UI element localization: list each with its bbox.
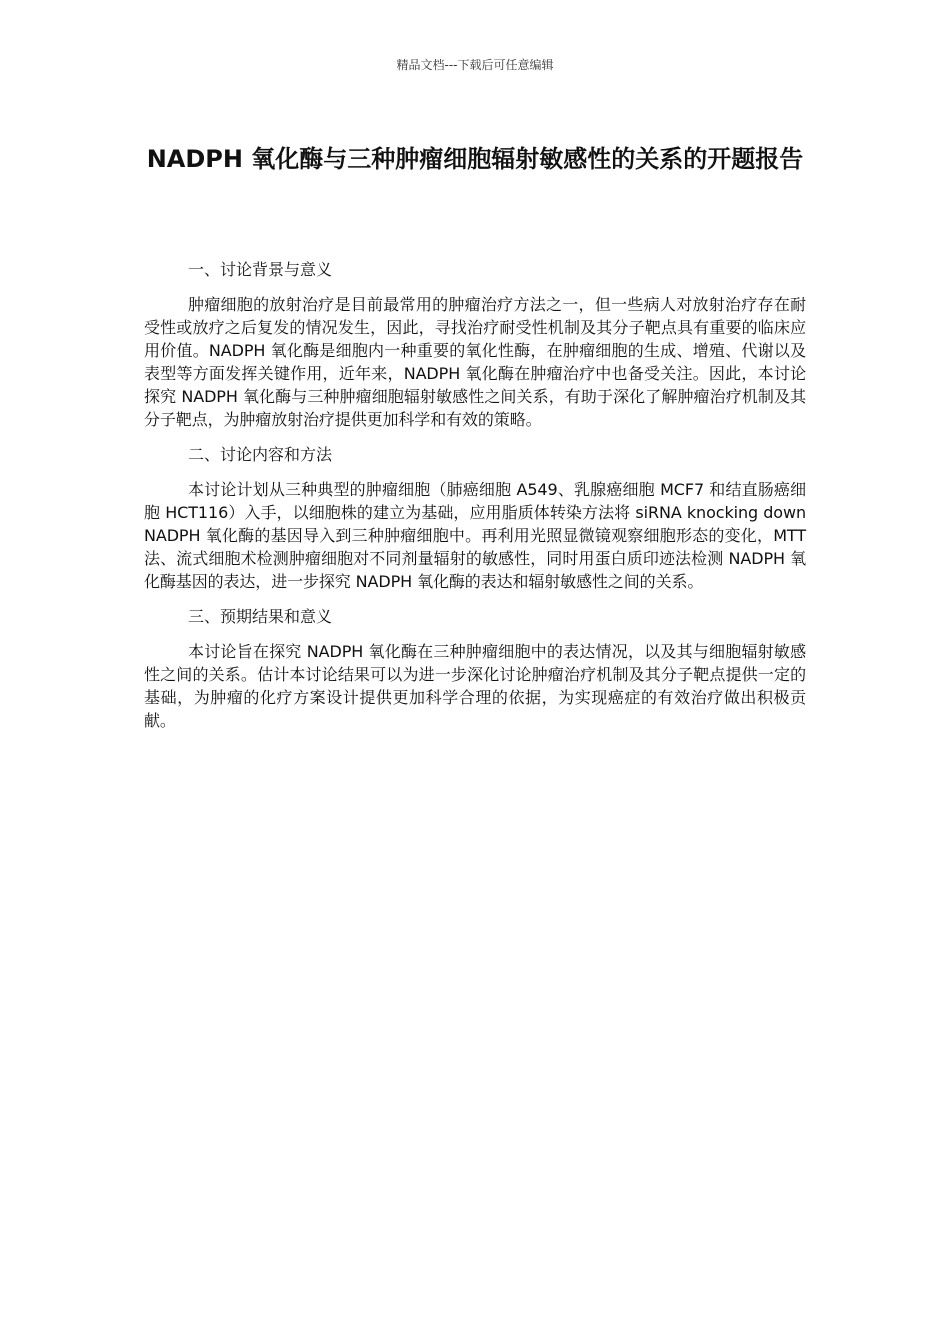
section-heading-background: 一、讨论背景与意义 xyxy=(188,260,333,279)
document-body xyxy=(144,258,806,744)
section-heading-expected-results: 三、预期结果和意义 xyxy=(188,607,333,626)
document-title: NADPH 氧化酶与三种肿瘤细胞辐射敏感性的关系的开题报告 xyxy=(146,145,804,173)
section-body-expected-results: 本讨论旨在探究 NADPH 氧化酶在三种肿瘤细胞中的表达情况，以及其与细胞辐射敏感性之间的关系。估计本讨论结果可以为进一步深化讨论肿瘤治疗机制及其分子靶点提供一定的基础，为肿瘤的化疗方案设计提供更加科学合理的依据，为实现癌症的有效治疗做出积极贡献。 xyxy=(144,642,806,730)
section-body-methods: 本讨论计划从三种典型的肿瘤细胞（肺癌细胞 A549、乳腺癌细胞 MCF7 和结直肠癌细胞 HCT116）入手，以细胞株的建立为基础，应用脂质体转染方法将 siRNA knocking down NADPH 氧化酶的基因导入到三种肿瘤细胞中。再利用光照显微镜观察细胞形态的变化，MTT 法、流式细胞术检测肿瘤细胞对不同剂量辐射的敏感性，同时用蛋白质印迹法检测 NADPH 氧化酶基因的表达，进一步探究 NADPH 氧化酶的表达和辐射敏感性之间的关系。 xyxy=(144,480,806,591)
section-heading-methods: 二、讨论内容和方法 xyxy=(188,445,333,464)
header-note: 精品文档---下载后可任意编辑 xyxy=(396,58,554,72)
section-body-background: 肿瘤细胞的放射治疗是目前最常用的肿瘤治疗方法之一，但一些病人对放射治疗存在耐受性或放疗之后复发的情况发生，因此，寻找治疗耐受性机制及其分子靶点具有重要的临床应用价值。NADPH 氧化酶是细胞内一种重要的氧化性酶，在肿瘤细胞的生成、增殖、代谢以及表型等方面发挥关键作用，近年来，NADPH 氧化酶在肿瘤治疗中也备受关注。因此，本讨论探究 NADPH 氧化酶与三种肿瘤细胞辐射敏感性之间关系，有助于深化了解肿瘤治疗机制及其分子靶点，为肿瘤放射治疗提供更加科学和有效的策略。 xyxy=(144,295,806,429)
